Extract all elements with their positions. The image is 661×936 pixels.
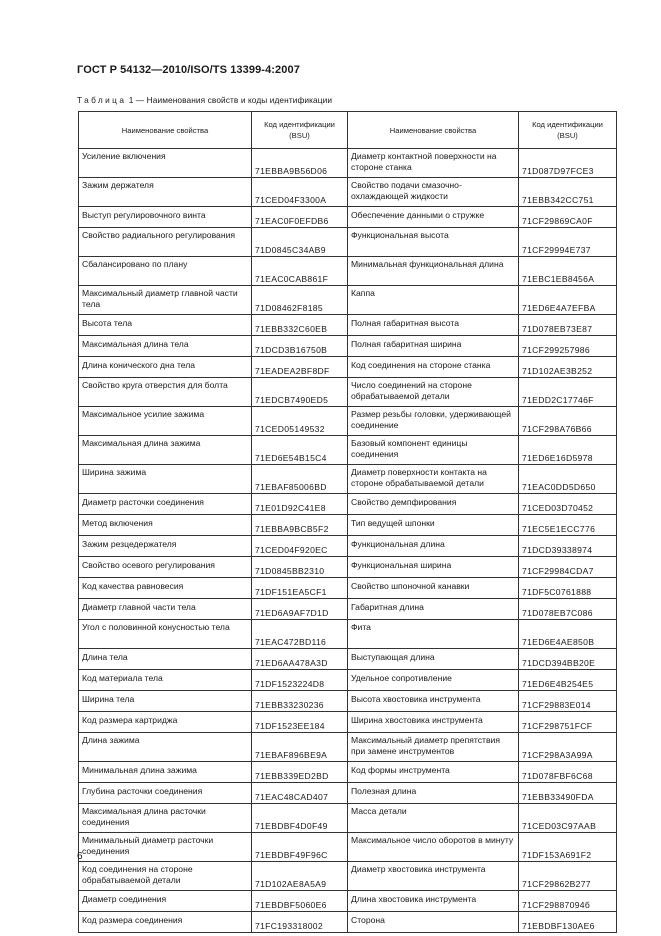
bsu-code-left: 71EBDBF5060E6 bbox=[252, 891, 348, 912]
bsu-code-left: 71CED05149532 bbox=[252, 407, 348, 436]
bsu-code-left: 71EBBA9BCB5F2 bbox=[252, 515, 348, 536]
bsu-code-left: 71ED6E54B15C4 bbox=[252, 436, 348, 465]
table-row bbox=[79, 691, 617, 712]
bsu-code-left: 71EBB33230236 bbox=[252, 691, 348, 712]
table-row bbox=[79, 536, 617, 557]
bsu-code-left: 71DF1523224D8 bbox=[252, 670, 348, 691]
property-name-right: Размер резьбы головки, удерживающей соединение bbox=[348, 407, 519, 436]
property-name-right: Диаметр поверхности контакта на стороне обрабатываемой детали bbox=[348, 465, 519, 494]
table-row bbox=[79, 378, 617, 407]
property-name-left: Код материала тела bbox=[79, 670, 252, 691]
bsu-code-right: 71EBDBF130AE6 bbox=[519, 912, 617, 933]
table-row bbox=[79, 436, 617, 465]
table-row bbox=[79, 465, 617, 494]
bsu-code-right: 71EC5E1ECC776 bbox=[519, 515, 617, 536]
bsu-code-right: 71ED6E4AE850B bbox=[519, 620, 617, 649]
property-name-right: Функциональная высота bbox=[348, 228, 519, 257]
bsu-code-right: 71CF29883E014 bbox=[519, 691, 617, 712]
bsu-code-left: 71EADEA2BF8DF bbox=[252, 357, 348, 378]
property-name-left: Длина тела bbox=[79, 649, 252, 670]
table-row bbox=[79, 257, 617, 286]
property-name-right: Код соединения на стороне станка bbox=[348, 357, 519, 378]
table-row bbox=[79, 733, 617, 762]
bsu-code-right: 71CF29869CA0F bbox=[519, 207, 617, 228]
bsu-code-left: 71E01D92C41E8 bbox=[252, 494, 348, 515]
bsu-code-right: 71CF298A76B66 bbox=[519, 407, 617, 436]
bsu-code-right: 71CED03C97AAB bbox=[519, 804, 617, 833]
bsu-code-right: 71D078EB7C086 bbox=[519, 599, 617, 620]
page-number: 6 bbox=[77, 851, 83, 862]
table-row bbox=[79, 891, 617, 912]
property-name-left: Максимальное усилие зажима bbox=[79, 407, 252, 436]
property-name-right: Код формы инструмента bbox=[348, 762, 519, 783]
property-name-left: Ширина зажима bbox=[79, 465, 252, 494]
table-row bbox=[79, 670, 617, 691]
table-row bbox=[79, 804, 617, 833]
property-name-right: Базовый компонент единицы соединения bbox=[348, 436, 519, 465]
table-row bbox=[79, 515, 617, 536]
caption-text: 1 — Наименования свойств и коды идентификации bbox=[126, 95, 333, 105]
bsu-code-left: 71EAC0F0EFDB6 bbox=[252, 207, 348, 228]
property-name-left: Код размера соединения bbox=[79, 912, 252, 933]
bsu-code-left: 71DF151EA5CF1 bbox=[252, 578, 348, 599]
property-name-right: Удельное сопротивление bbox=[348, 670, 519, 691]
bsu-code-right: 71DCD39338974 bbox=[519, 536, 617, 557]
bsu-code-right: 71D102AE3B252 bbox=[519, 357, 617, 378]
bsu-code-left: 71D08462F8185 bbox=[252, 286, 348, 315]
bsu-code-left: 71ED6A9AF7D1D bbox=[252, 599, 348, 620]
table-row bbox=[79, 620, 617, 649]
bsu-code-left: 71EBB332C60EB bbox=[252, 315, 348, 336]
property-name-right: Функциональная ширина bbox=[348, 557, 519, 578]
property-name-left: Зажим держателя bbox=[79, 178, 252, 207]
header-code-right: Код идентификации (BSU) bbox=[519, 112, 617, 149]
property-name-left: Зажим резцедержателя bbox=[79, 536, 252, 557]
property-name-left: Свойство радиального регулирования bbox=[79, 228, 252, 257]
bsu-code-left: 71D102AE8A5A9 bbox=[252, 862, 348, 891]
table-body bbox=[79, 149, 617, 933]
property-name-right: Свойство демпфирования bbox=[348, 494, 519, 515]
bsu-code-right: 71ED6E4A7EFBA bbox=[519, 286, 617, 315]
table-row bbox=[79, 912, 617, 933]
table-row bbox=[79, 315, 617, 336]
bsu-code-left: 71ED6AA478A3D bbox=[252, 649, 348, 670]
bsu-code-right: 71DCD394BB20E bbox=[519, 649, 617, 670]
property-name-left: Усиление включения bbox=[79, 149, 252, 178]
bsu-code-right: 71DF5C0761888 bbox=[519, 578, 617, 599]
header-name-left: Наименование свойства bbox=[79, 112, 252, 149]
bsu-code-right: 71EAC0DD5D650 bbox=[519, 465, 617, 494]
property-name-right: Полная габаритная высота bbox=[348, 315, 519, 336]
property-name-left: Максимальная длина зажима bbox=[79, 436, 252, 465]
property-name-right: Полная габаритная ширина bbox=[348, 336, 519, 357]
property-name-left: Диаметр главной части тела bbox=[79, 599, 252, 620]
table-row bbox=[79, 407, 617, 436]
bsu-code-left: 71CED04F920EC bbox=[252, 536, 348, 557]
table-row bbox=[79, 357, 617, 378]
property-name-left: Длина конического дна тела bbox=[79, 357, 252, 378]
property-name-left: Код размера картриджа bbox=[79, 712, 252, 733]
bsu-code-right: 71EDD2C17746F bbox=[519, 378, 617, 407]
table-row bbox=[79, 762, 617, 783]
property-name-left: Угол с половинной конусностью тела bbox=[79, 620, 252, 649]
property-name-right: Свойство шпоночной канавки bbox=[348, 578, 519, 599]
property-name-left: Выступ регулировочного винта bbox=[79, 207, 252, 228]
bsu-code-left: 71EAC48CAD407 bbox=[252, 783, 348, 804]
property-name-right: Фита bbox=[348, 620, 519, 649]
property-name-right: Ширина хвостовика инструмента bbox=[348, 712, 519, 733]
property-name-right: Свойство подачи смазочно-охлаждающей жидкости bbox=[348, 178, 519, 207]
bsu-code-right: 71CF298751FCF bbox=[519, 712, 617, 733]
bsu-code-left: 71EBDBF4D0F49 bbox=[252, 804, 348, 833]
property-name-left: Код соединения на стороне обрабатываемой детали bbox=[79, 862, 252, 891]
bsu-code-left: 71CED04F3300A bbox=[252, 178, 348, 207]
bsu-code-right: 71EBB342CC751 bbox=[519, 178, 617, 207]
bsu-code-right: 71D078EB73E87 bbox=[519, 315, 617, 336]
table-row bbox=[79, 833, 617, 862]
property-name-left: Длина зажима bbox=[79, 733, 252, 762]
table-header-row bbox=[79, 112, 617, 149]
property-name-right: Максимальный диаметр препятствия при замене инструментов bbox=[348, 733, 519, 762]
bsu-code-left: 71D0845BB2310 bbox=[252, 557, 348, 578]
property-name-left: Высота тела bbox=[79, 315, 252, 336]
table-row bbox=[79, 494, 617, 515]
bsu-code-right: 71CF29994E737 bbox=[519, 228, 617, 257]
property-name-right: Масса детали bbox=[348, 804, 519, 833]
bsu-code-left: 71D0845C34AB9 bbox=[252, 228, 348, 257]
property-name-right: Габаритная длина bbox=[348, 599, 519, 620]
document-header: ГОСТ Р 54132—2010/ISO/TS 13399-4:2007 bbox=[77, 64, 300, 76]
bsu-code-right: 71ED6E4B254E5 bbox=[519, 670, 617, 691]
property-name-right: Тип ведущей шпонки bbox=[348, 515, 519, 536]
bsu-code-right: 71CF29984CDA7 bbox=[519, 557, 617, 578]
caption-word: Таблица bbox=[77, 95, 127, 105]
property-name-right: Сторона bbox=[348, 912, 519, 933]
table-row bbox=[79, 862, 617, 891]
bsu-code-left: 71EBDBF49F96C bbox=[252, 833, 348, 862]
table-row bbox=[79, 286, 617, 315]
bsu-code-right: 71D087D97FCE3 bbox=[519, 149, 617, 178]
property-name-right: Диаметр контактной поверхности на стороне станка bbox=[348, 149, 519, 178]
bsu-code-right: 71CED03D70452 bbox=[519, 494, 617, 515]
property-name-left: Код качества равновесия bbox=[79, 578, 252, 599]
bsu-code-left: 71EAC472BD116 bbox=[252, 620, 348, 649]
property-name-left: Максимальный диаметр главной части тела bbox=[79, 286, 252, 315]
table-row bbox=[79, 712, 617, 733]
property-name-right: Функциональная длина bbox=[348, 536, 519, 557]
property-name-right: Выступающая длина bbox=[348, 649, 519, 670]
table-row bbox=[79, 557, 617, 578]
bsu-code-left: 71EBAF896BE9A bbox=[252, 733, 348, 762]
property-name-left: Сбалансировано по плану bbox=[79, 257, 252, 286]
property-name-left: Метод включения bbox=[79, 515, 252, 536]
bsu-code-right: 71EBB33490FDA bbox=[519, 783, 617, 804]
bsu-code-left: 71DF1523EE184 bbox=[252, 712, 348, 733]
header-code-left: Код идентификации (BSU) bbox=[252, 112, 348, 149]
table-row bbox=[79, 649, 617, 670]
table-row bbox=[79, 599, 617, 620]
bsu-code-left: 71EBB339ED2BD bbox=[252, 762, 348, 783]
property-name-left: Минимальный диаметр расточки соединения bbox=[79, 833, 252, 862]
property-name-right: Минимальная функциональная длина bbox=[348, 257, 519, 286]
property-name-left: Свойство круга отверстия для болта bbox=[79, 378, 252, 407]
property-name-left: Минимальная длина зажима bbox=[79, 762, 252, 783]
property-name-right: Каппа bbox=[348, 286, 519, 315]
properties-table bbox=[78, 111, 617, 933]
bsu-code-right: 71EBC1EB8456A bbox=[519, 257, 617, 286]
bsu-code-right: 71D078FBF6C68 bbox=[519, 762, 617, 783]
table-row bbox=[79, 228, 617, 257]
table-caption bbox=[77, 95, 332, 105]
property-name-right: Обеспечение данными о стружке bbox=[348, 207, 519, 228]
bsu-code-right: 71CF29862B277 bbox=[519, 862, 617, 891]
property-name-right: Максимальное число оборотов в минуту bbox=[348, 833, 519, 862]
property-name-left: Максимальная длина тела bbox=[79, 336, 252, 357]
property-name-left: Максимальная длина расточки соединения bbox=[79, 804, 252, 833]
property-name-left: Ширина тела bbox=[79, 691, 252, 712]
bsu-code-left: 71DCD3B16750B bbox=[252, 336, 348, 357]
property-name-right: Диаметр хвостовика инструмента bbox=[348, 862, 519, 891]
bsu-code-right: 71CF299257986 bbox=[519, 336, 617, 357]
bsu-code-right: 71CF298A3A99A bbox=[519, 733, 617, 762]
bsu-code-right: 71CF29887094б bbox=[519, 891, 617, 912]
bsu-code-left: 71EBBA9B56D06 bbox=[252, 149, 348, 178]
property-name-left: Свойство осевого регулирования bbox=[79, 557, 252, 578]
bsu-code-left: 71EDCB7490ED5 bbox=[252, 378, 348, 407]
table-row bbox=[79, 783, 617, 804]
bsu-code-left: 71EBAF85006BD bbox=[252, 465, 348, 494]
property-name-right: Длина хвостовика инструмента bbox=[348, 891, 519, 912]
bsu-code-right: 71DF153A691F2 bbox=[519, 833, 617, 862]
table-row bbox=[79, 336, 617, 357]
property-name-right: Число соединений на стороне обрабатываемой детали bbox=[348, 378, 519, 407]
bsu-code-left: 71FC193318002 bbox=[252, 912, 348, 933]
table-row bbox=[79, 178, 617, 207]
property-name-left: Глубина расточки соединения bbox=[79, 783, 252, 804]
property-name-right: Высота хвостовика инструмента bbox=[348, 691, 519, 712]
property-name-left: Диаметр соединения bbox=[79, 891, 252, 912]
header-name-right: Наименование свойства bbox=[348, 112, 519, 149]
bsu-code-right: 71ED6E16D5978 bbox=[519, 436, 617, 465]
bsu-code-left: 71EAC0CAB861F bbox=[252, 257, 348, 286]
table-row bbox=[79, 207, 617, 228]
table-row bbox=[79, 149, 617, 178]
property-name-right: Полезная длина bbox=[348, 783, 519, 804]
property-name-left: Диаметр расточки соединения bbox=[79, 494, 252, 515]
table-row bbox=[79, 578, 617, 599]
